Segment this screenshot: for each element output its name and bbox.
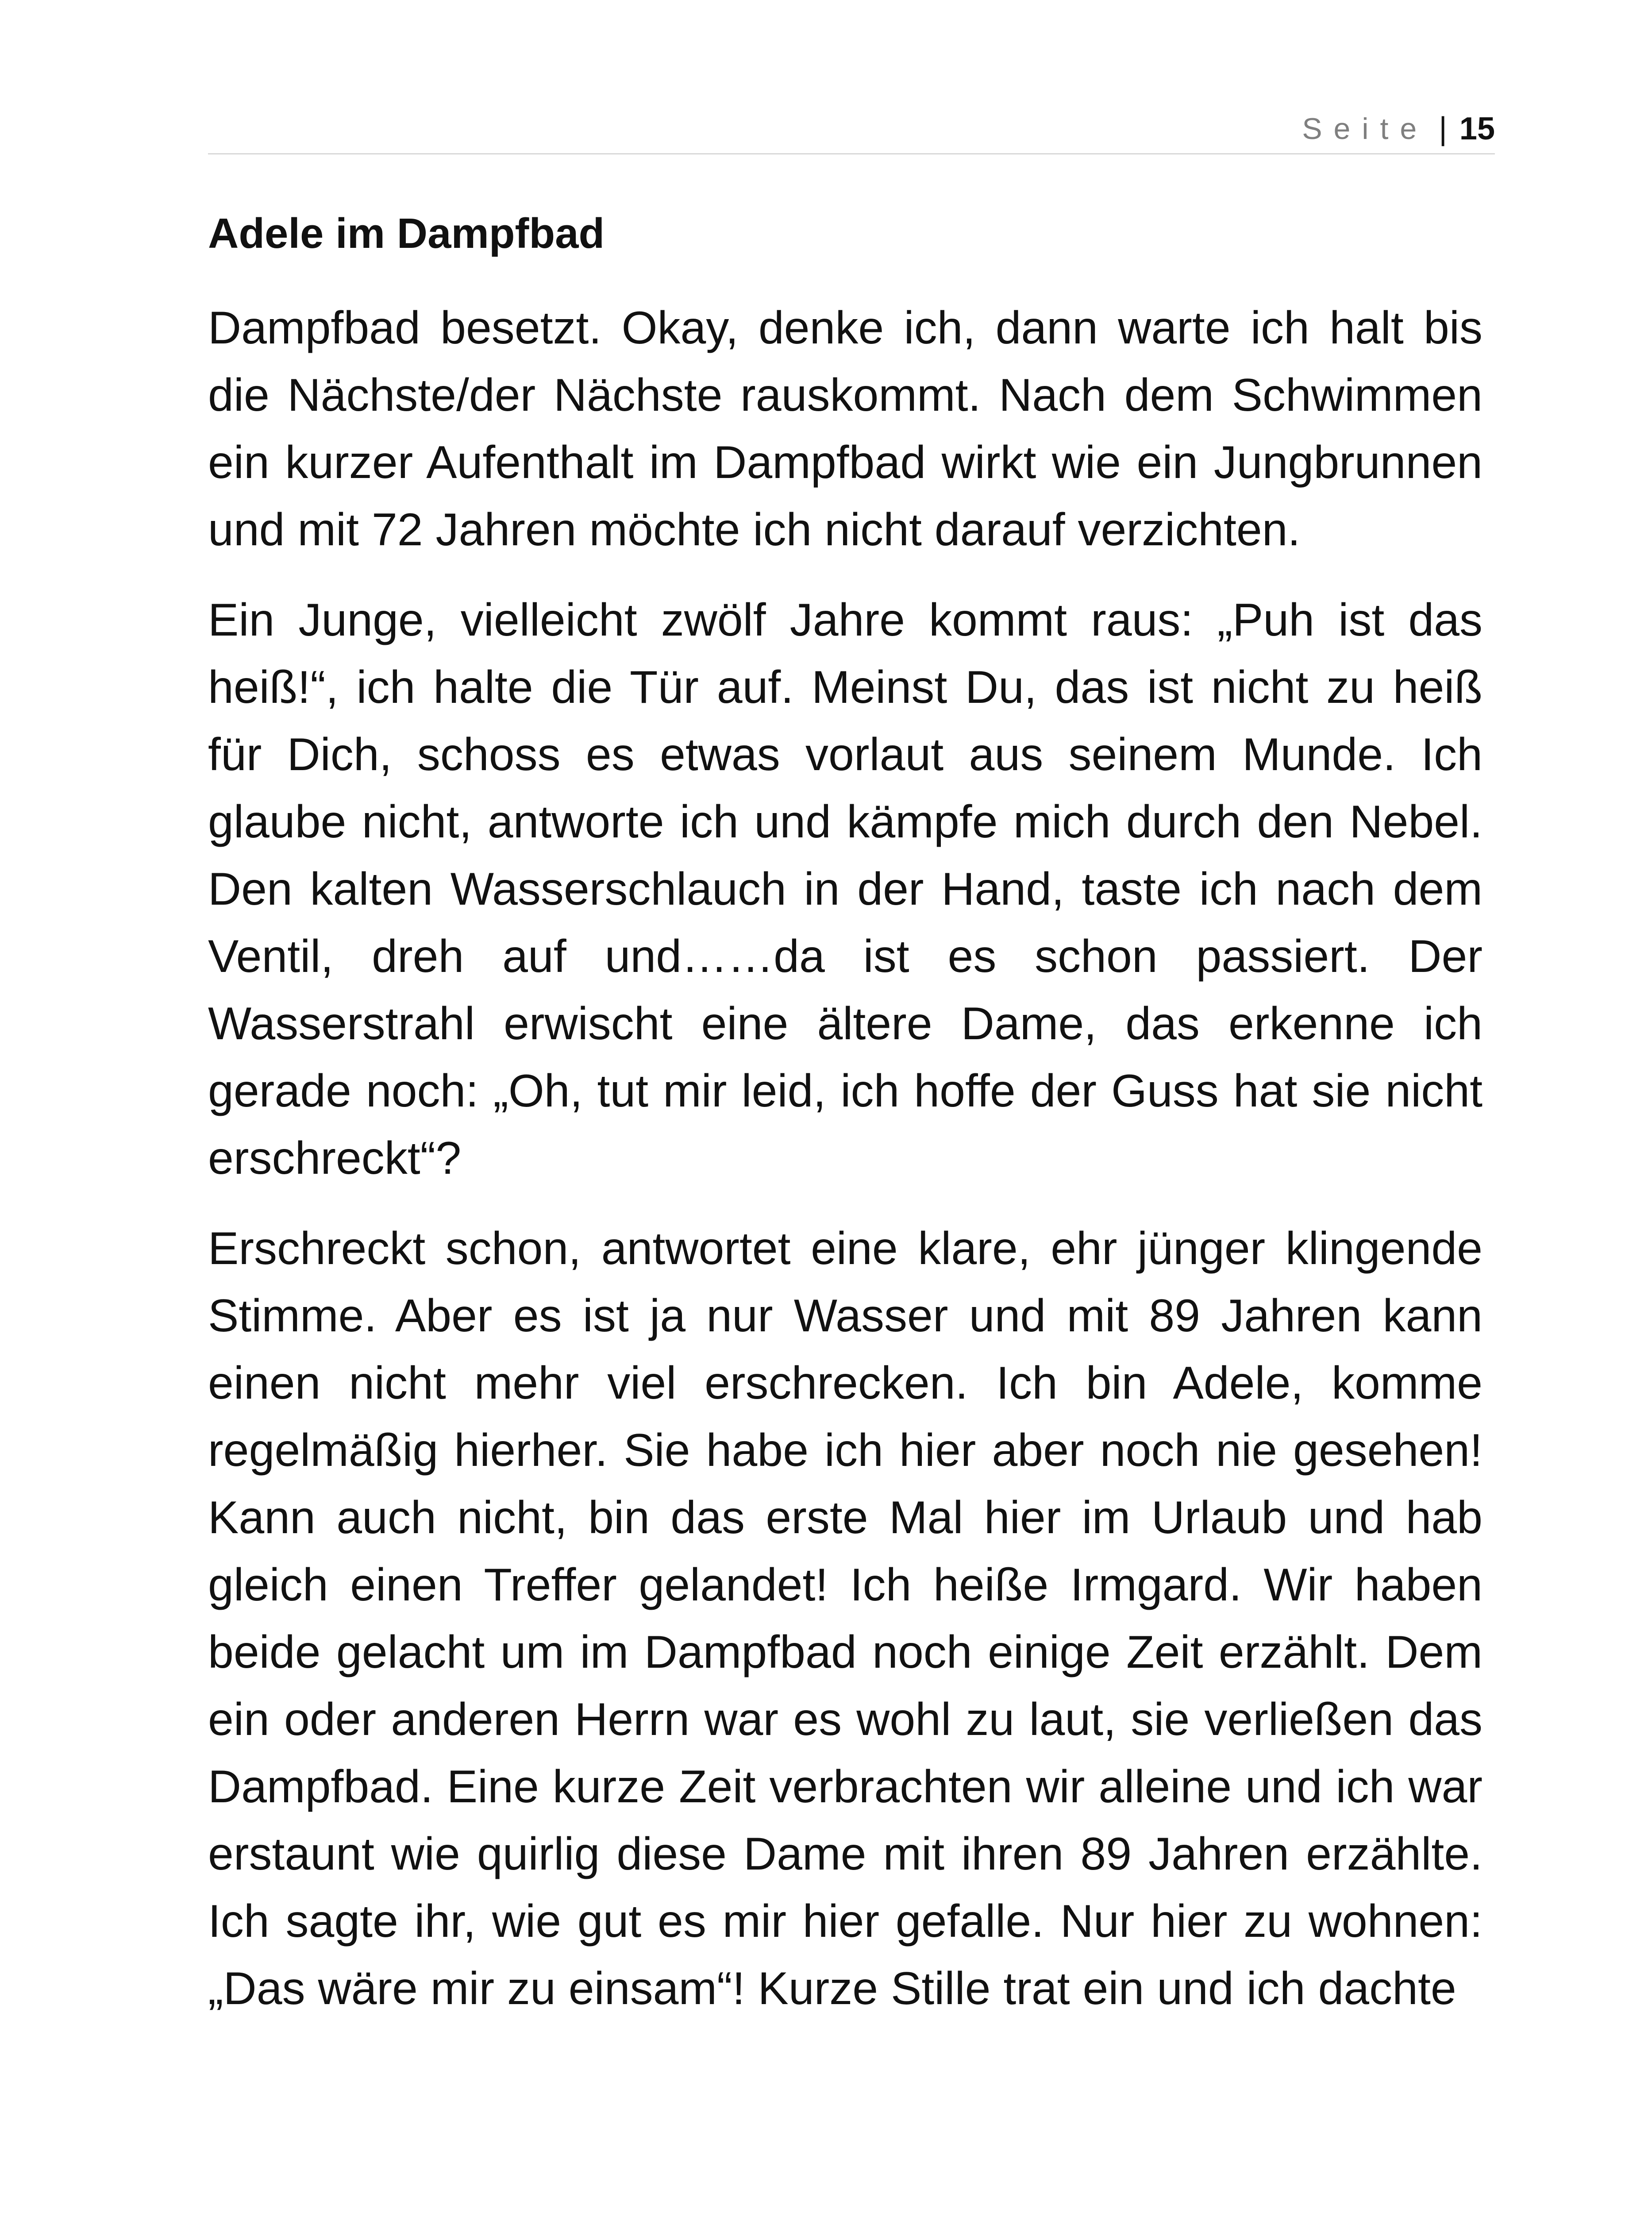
page-label: Seite bbox=[1302, 112, 1429, 146]
paragraph-1: Dampfbad besetzt. Okay, denke ich, dann warte ich halt bis die Nächste/der Nächste rauskommt. Nach dem Schwimmen ein kurzer Aufenthalt im Dampfbad wirkt wie ein Jungbrunnen und mit 72 Jahren möchte ich nicht darauf verzichten. bbox=[208, 302, 1483, 556]
paragraph-2: Ein Junge, vielleicht zwölf Jahre kommt raus: „Puh ist das heiß!“, ich halte die Tür auf. Meinst Du, das ist nicht zu heiß für Dich, schoss es etwas vorlaut aus seinem Munde. Ich glaube nicht, antworte ich und kämpfe mich durch den Nebel. Den kalten Wasserschlauch in der Hand, taste ich nach dem Ventil, dreh auf und……da ist es schon passiert. Der Wasserstrahl erwischt eine ältere Dame, das erkenne ich gerade noch: „Oh, tut mir leid, ich hoffe der Guss hat sie nicht erschreckt“? bbox=[208, 594, 1483, 1184]
page-separator: | bbox=[1439, 111, 1447, 147]
article-content bbox=[208, 208, 1483, 2045]
page-number: 15 bbox=[1459, 111, 1495, 147]
article-title: Adele im Dampfbad bbox=[208, 210, 605, 257]
paragraph-3: Erschreckt schon, antwortet eine klare, ehr jünger klingende Stimme. Aber es ist ja nur Wasser und mit 89 Jahren kann einen nicht mehr viel erschrecken. Ich bin Adele, komme regelmäßig hierher. Sie habe ich hier aber noch nie gesehen! Kann auch nicht, bin das erste Mal hier im Urlaub und hab gleich einen Treffer gelandet! Ich heiße Irmgard. Wir haben beide gelacht um im Dampfbad noch einige Zeit erzählt. Dem ein oder anderen Herrn war es wohl zu laut, sie verließen das Dampfbad. Eine kurze Zeit verbrachten wir alleine und ich war erstaunt wie quirlig diese Dame mit ihren 89 Jahren erzählte. Ich sagte ihr, wie gut es mir hier gefalle. Nur hier zu wohnen: „Das wäre mir zu einsam“! Kurze Stille trat ein und ich dachte bbox=[208, 1223, 1483, 2015]
page-header bbox=[208, 104, 1495, 154]
